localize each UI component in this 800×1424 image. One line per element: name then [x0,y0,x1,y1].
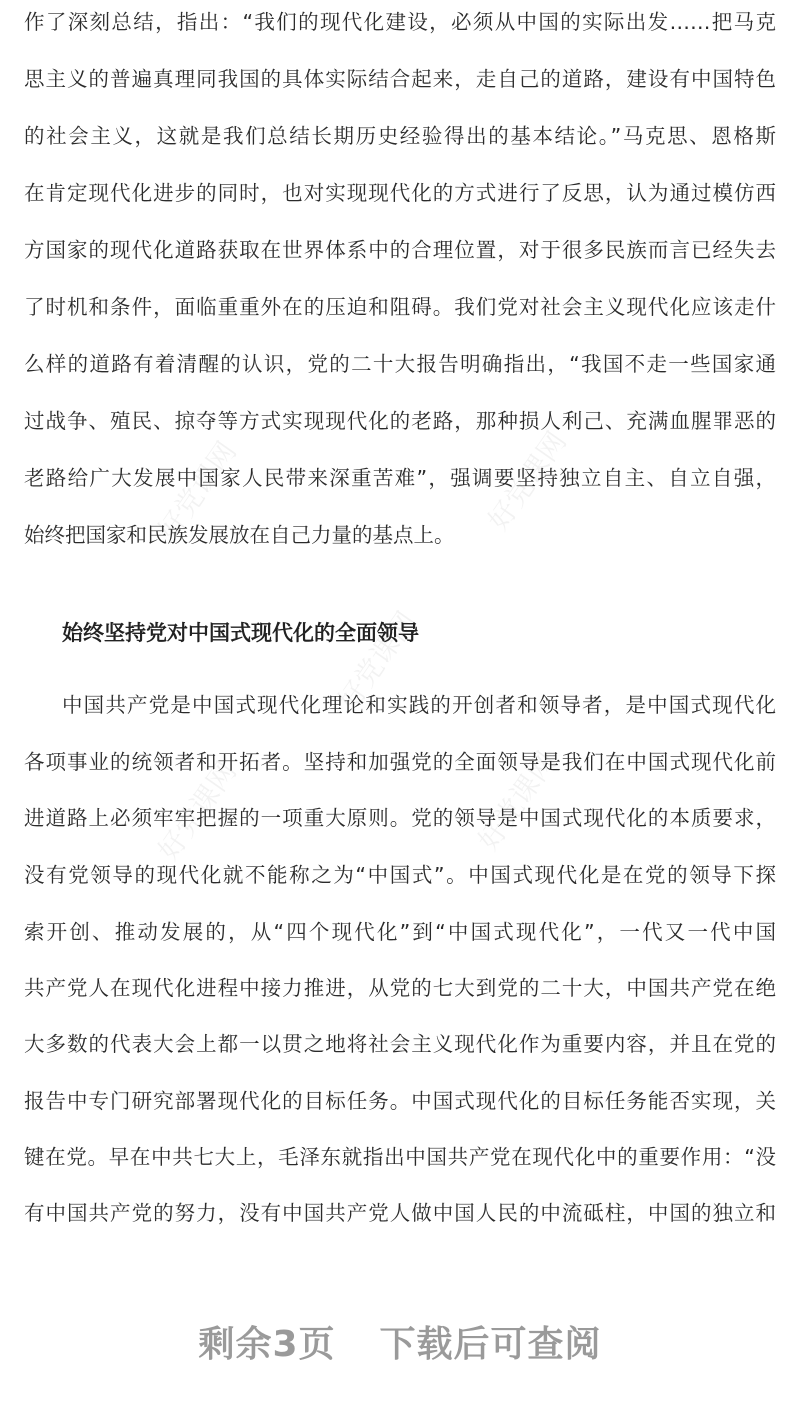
section-heading: 始终坚持党对中国式现代化的全面领导 [62,621,419,645]
text-line: 始终把国家和民族发展放在自己力量的基点上。 [24,523,455,547]
text-line: 没有党领导的现代化就不能称之为“中国式”。中国式现代化是在党的领导下探 [24,863,776,887]
text-line: 作了深刻总结，指出：“我们的现代化建设，必须从中国的实际出发……把马克 [24,10,776,34]
download-prompt[interactable] [0,1316,800,1367]
watermark: 好党课网 [481,425,573,537]
text-line: 的社会主义，这就是我们总结长期历史经验得出的基本结论。”马克思、恩格斯 [24,124,776,148]
watermark: 好党课网 [331,605,423,717]
text-line: 报告中专门研究部署现代化的目标任务。中国式现代化的目标任务能否实现，关 [24,1089,776,1113]
text-line: 共产党人在现代化进程中接力推进，从党的七大到党的二十大，中国共产党在绝 [24,976,776,1000]
remaining-pages-label: 剩余3页 [198,1324,336,1365]
text-line: 大多数的代表大会上都一以贯之地将社会主义现代化作为重要内容，并且在党的 [24,1032,776,1056]
text-line: 键在党。早在中共七大上，毛泽东就指出中国共产党在现代化中的重要作用：“没 [24,1145,776,1169]
download-hint-label: 下载后可查阅 [379,1324,602,1365]
watermark: 好党课网 [151,755,243,867]
watermark: 好党课网 [151,435,243,547]
text-line: 思主义的普遍真理同我国的具体实际结合起来，走自己的道路，建设有中国特色 [24,67,776,91]
text-line: 方国家的现代化道路获取在世界体系中的合理位置，对于很多民族而言已经失去 [24,238,776,262]
text-line: 老路给广大发展中国家人民带来深重苦难”，强调要坚持独立自主、自立自强， [24,466,776,490]
text-line: 么样的道路有着清醒的认识，党的二十大报告明确指出，“我国不走一些国家通 [24,352,776,376]
text-line: 过战争、殖民、掠夺等方式实现现代化的老路，那种损人利己、充满血腥罪恶的 [24,409,776,433]
text-line: 了时机和条件，面临重重外在的压迫和阻碍。我们党对社会主义现代化应该走什 [24,295,776,319]
text-line: 有中国共产党的努力，没有中国共产党人做中国人民的中流砥柱，中国的独立和 [24,1201,776,1225]
watermark: 好党课网 [471,745,563,857]
text-line: 索开创、推动发展的，从“四个现代化”到“中国式现代化”，一代又一代中国 [24,920,776,944]
text-line: 各项事业的统领者和开拓者。坚持和加强党的全面领导是我们在中国式现代化前 [24,750,776,774]
text-line: 进道路上必须牢牢把握的一项重大原则。党的领导是中国式现代化的本质要求， [24,806,776,830]
text-line: 在肯定现代化进步的同时，也对实现现代化的方式进行了反思，认为通过模仿西 [24,181,776,205]
text-line: 中国共产党是中国式现代化理论和实践的开创者和领导者，是中国式现代化 [62,693,776,717]
